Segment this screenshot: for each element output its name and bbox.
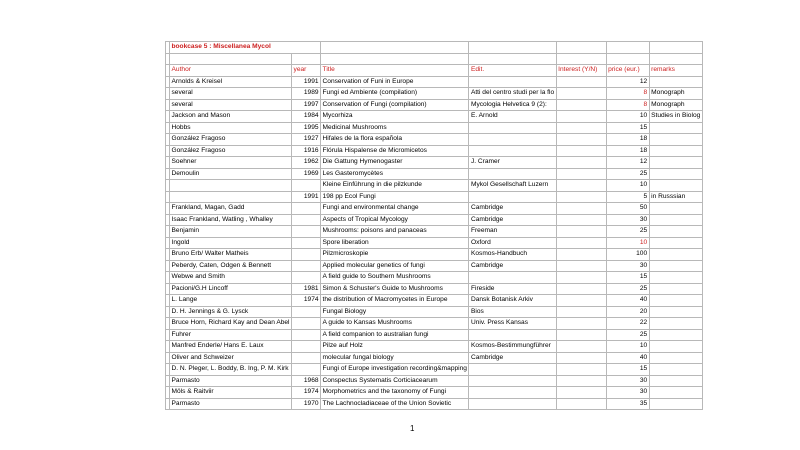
cell-interest[interactable] — [556, 157, 606, 169]
cell-author[interactable]: several — [170, 88, 292, 100]
cell-interest[interactable] — [556, 191, 606, 203]
cell-price[interactable]: 50 — [606, 203, 649, 215]
cell-year[interactable]: 1968 — [292, 375, 321, 387]
cell-year[interactable]: 1974 — [292, 295, 321, 307]
cell-title[interactable]: A guide to Kansas Mushrooms — [321, 318, 469, 330]
cell-price[interactable]: 18 — [606, 134, 649, 146]
table-row — [166, 341, 703, 353]
cell-interest[interactable] — [556, 134, 606, 146]
cell-author[interactable]: Bruce Horn, Richard Kay and Dean Abel — [170, 318, 292, 330]
cell-remarks[interactable]: Monograph — [649, 88, 702, 100]
cell-author[interactable]: Fuhrer — [170, 329, 292, 341]
sheet-title[interactable]: bookcase 5 : Miscellanea Mycol — [170, 42, 321, 54]
cell-title[interactable]: Kleine Einführung in die pilzkunde — [321, 180, 469, 192]
cell-interest[interactable] — [556, 122, 606, 134]
cell-edit[interactable]: Mykol Gesellschaft Luzern — [469, 180, 556, 192]
cell-edit[interactable]: Bios — [469, 306, 556, 318]
cell-price[interactable]: 35 — [606, 398, 649, 410]
cell-year[interactable] — [292, 352, 321, 364]
sheet-body — [166, 42, 703, 410]
cell-price[interactable]: 15 — [606, 122, 649, 134]
cell-remarks[interactable] — [649, 272, 702, 284]
cell-interest[interactable] — [556, 295, 606, 307]
cell-author[interactable] — [170, 180, 292, 192]
cell-interest[interactable] — [556, 260, 606, 272]
cell-remarks[interactable] — [649, 283, 702, 295]
cell-remarks[interactable] — [649, 76, 702, 88]
cell-title[interactable]: Simon & Schuster's Guide to Mushrooms — [321, 283, 469, 295]
cell-edit[interactable] — [469, 375, 556, 387]
table-row — [166, 76, 703, 88]
cell-edit[interactable]: Cambridge — [469, 260, 556, 272]
table-row — [166, 249, 703, 261]
cell-year[interactable]: 1984 — [292, 111, 321, 123]
header-row — [166, 65, 703, 77]
cell-price[interactable]: 8 — [606, 99, 649, 111]
cell-interest[interactable] — [556, 145, 606, 157]
cell-edit[interactable]: Kosmos-Bestimmungführer — [469, 341, 556, 353]
table-row — [166, 168, 703, 180]
cell-remarks[interactable] — [649, 329, 702, 341]
cell-title[interactable]: A field companion to australian fungi — [321, 329, 469, 341]
cell-price[interactable]: 5 — [606, 191, 649, 203]
cell-remarks[interactable] — [649, 306, 702, 318]
cell-edit[interactable] — [469, 134, 556, 146]
cell-title[interactable]: Pilzmicroskopie — [321, 249, 469, 261]
cell-edit[interactable] — [469, 191, 556, 203]
cell-title[interactable]: Fungi of Europe investigation recording&mapping — [321, 364, 469, 376]
cell-author[interactable]: Jackson and Mason — [170, 111, 292, 123]
cell-year[interactable] — [292, 341, 321, 353]
header-title[interactable]: Title — [321, 65, 469, 77]
cell-remarks[interactable]: Monograph — [649, 99, 702, 111]
table-row — [166, 203, 703, 215]
table-row — [166, 295, 703, 307]
cell-price[interactable]: 25 — [606, 283, 649, 295]
cell-remarks[interactable]: Studies in Biolog — [649, 111, 702, 123]
cell-price[interactable]: 10 — [606, 180, 649, 192]
cell-title[interactable]: Spore liberation — [321, 237, 469, 249]
cell-title[interactable]: Conservation of Fungi (compilation) — [321, 99, 469, 111]
cell-author[interactable]: Parmasto — [170, 398, 292, 410]
cell-author[interactable]: Pacioni/G.H Lincoff — [170, 283, 292, 295]
table-row — [166, 226, 703, 238]
cell-year[interactable]: 1962 — [292, 157, 321, 169]
cell-title[interactable]: Mycorhiza — [321, 111, 469, 123]
cell-remarks[interactable] — [649, 214, 702, 226]
header-edit[interactable]: Edit. — [469, 65, 556, 77]
cell-year[interactable]: 1974 — [292, 387, 321, 399]
cell-price[interactable]: 40 — [606, 295, 649, 307]
cell-price[interactable]: 30 — [606, 375, 649, 387]
cell-remarks[interactable] — [649, 260, 702, 272]
cell-price[interactable]: 18 — [606, 145, 649, 157]
bookcase-spreadsheet — [165, 41, 703, 410]
cell-edit[interactable]: Mycologia Helvetica 9 (2): — [469, 99, 556, 111]
cell-author[interactable]: Soehner — [170, 157, 292, 169]
cell-author[interactable]: Peberdy, Caten, Odgen & Bennett — [170, 260, 292, 272]
cell-title[interactable]: Flórula Hispalense de Micromicetos — [321, 145, 469, 157]
table-row — [166, 111, 703, 123]
cell-edit[interactable]: Cambridge — [469, 214, 556, 226]
cell-year[interactable]: 1969 — [292, 168, 321, 180]
cell-title[interactable]: Morphometrics and the taxonomy of Fungi — [321, 387, 469, 399]
cell-remarks[interactable] — [649, 203, 702, 215]
cell-author[interactable]: Demoulin — [170, 168, 292, 180]
cell-interest[interactable] — [556, 214, 606, 226]
cell-year[interactable] — [292, 272, 321, 284]
cell-price[interactable]: 15 — [606, 364, 649, 376]
cell-title[interactable]: Medicinal Mushrooms — [321, 122, 469, 134]
cell-title[interactable]: Die Gattung Hymenogaster — [321, 157, 469, 169]
cell-author[interactable]: Ingold — [170, 237, 292, 249]
cell-title[interactable]: Conspectus Systematis Corticiacearum — [321, 375, 469, 387]
cell-interest[interactable] — [556, 226, 606, 238]
cell-title[interactable]: Mushrooms: poisons and panaceas — [321, 226, 469, 238]
cell-edit[interactable]: J. Cramer — [469, 157, 556, 169]
cell-price[interactable]: 10 — [606, 111, 649, 123]
cell-interest[interactable] — [556, 203, 606, 215]
table-row — [166, 237, 703, 249]
cell-year[interactable]: 1991 — [292, 191, 321, 203]
cell-interest[interactable] — [556, 398, 606, 410]
cell-title[interactable]: A field guide to Southern Mushrooms — [321, 272, 469, 284]
table-row — [166, 122, 703, 134]
table-row — [166, 329, 703, 341]
cell-year[interactable] — [292, 306, 321, 318]
cell-remarks[interactable] — [649, 249, 702, 261]
cell-price[interactable]: 30 — [606, 260, 649, 272]
cell-interest[interactable] — [556, 306, 606, 318]
table-row — [166, 364, 703, 376]
cell-price[interactable]: 30 — [606, 387, 649, 399]
table-row — [166, 375, 703, 387]
cell-title[interactable]: Aspects of Tropical Mycology — [321, 214, 469, 226]
table-row — [166, 99, 703, 111]
table-row — [166, 145, 703, 157]
cell-interest[interactable] — [556, 99, 606, 111]
cell-interest[interactable] — [556, 387, 606, 399]
cell-interest[interactable] — [556, 375, 606, 387]
cell-remarks[interactable] — [649, 145, 702, 157]
cell-remarks[interactable] — [649, 134, 702, 146]
cell-edit[interactable] — [469, 168, 556, 180]
table-row — [166, 180, 703, 192]
cell-title[interactable]: Applied molecular genetics of fungi — [321, 260, 469, 272]
cell-author[interactable]: Hobbs — [170, 122, 292, 134]
cell-year[interactable]: 1991 — [292, 76, 321, 88]
cell-title[interactable]: Conservation of Funi in Europe — [321, 76, 469, 88]
cell-edit[interactable] — [469, 122, 556, 134]
cell-edit[interactable] — [469, 387, 556, 399]
cell-interest[interactable] — [556, 272, 606, 284]
cell-title[interactable]: 198 pp Ecol Fungi — [321, 191, 469, 203]
table-row — [166, 306, 703, 318]
header-year[interactable]: year — [292, 65, 321, 77]
table-row — [166, 88, 703, 100]
cell-year[interactable]: 1997 — [292, 99, 321, 111]
table-row — [166, 260, 703, 272]
cell-title[interactable]: Fungi ed Ambiente (compilation) — [321, 88, 469, 100]
cell-author[interactable]: Parmasto — [170, 375, 292, 387]
empty-row — [166, 53, 703, 65]
cell-year[interactable] — [292, 237, 321, 249]
cell-price[interactable]: 10 — [606, 341, 649, 353]
table-row — [166, 214, 703, 226]
cell-remarks[interactable] — [649, 237, 702, 249]
cell-author[interactable]: Bruno Erb/ Walter Matheis — [170, 249, 292, 261]
cell-year[interactable]: 1970 — [292, 398, 321, 410]
cell-interest[interactable] — [556, 249, 606, 261]
cell-author[interactable]: González Fragoso — [170, 134, 292, 146]
cell-author[interactable]: Webwe and Smith — [170, 272, 292, 284]
cell-title[interactable]: Pilze auf Holz — [321, 341, 469, 353]
cell-remarks[interactable]: in Russsian — [649, 191, 702, 203]
cell-year[interactable]: 1995 — [292, 122, 321, 134]
cell-interest[interactable] — [556, 341, 606, 353]
cell-price[interactable]: 12 — [606, 157, 649, 169]
cell-edit[interactable]: Freeman — [469, 226, 556, 238]
cell-remarks[interactable] — [649, 398, 702, 410]
cell-remarks[interactable] — [649, 364, 702, 376]
cell-title[interactable]: Fungi and environmental change — [321, 203, 469, 215]
cell-edit[interactable] — [469, 364, 556, 376]
cell-author[interactable]: Oliver and Schweizer — [170, 352, 292, 364]
cell-remarks[interactable] — [649, 157, 702, 169]
cell-interest[interactable] — [556, 168, 606, 180]
cell-remarks[interactable] — [649, 387, 702, 399]
cell-author[interactable] — [170, 191, 292, 203]
cell-author[interactable]: Isaac Frankland, Watling , Whalley — [170, 214, 292, 226]
cell-author[interactable]: L. Lange — [170, 295, 292, 307]
cell-interest[interactable] — [556, 88, 606, 100]
cell-edit[interactable]: Fireside — [469, 283, 556, 295]
table-row — [166, 157, 703, 169]
table-row — [166, 191, 703, 203]
cell-price[interactable]: 40 — [606, 352, 649, 364]
cell-price[interactable]: 25 — [606, 168, 649, 180]
cell-author[interactable]: D. N. Pleger, L. Boddy, B. Ing, P. M. Kirk — [170, 364, 292, 376]
cell-year[interactable] — [292, 249, 321, 261]
cell-edit[interactable] — [469, 145, 556, 157]
header-author[interactable]: Author — [170, 65, 292, 77]
cell-remarks[interactable] — [649, 295, 702, 307]
cell-price[interactable]: 25 — [606, 226, 649, 238]
cell-remarks[interactable] — [649, 180, 702, 192]
cell-edit[interactable]: E. Arnold — [469, 111, 556, 123]
cell-price[interactable]: 30 — [606, 214, 649, 226]
cell-title[interactable]: Fungal Biology — [321, 306, 469, 318]
table-row — [166, 272, 703, 284]
cell-price[interactable]: 20 — [606, 306, 649, 318]
cell-edit[interactable] — [469, 329, 556, 341]
cell-edit[interactable] — [469, 398, 556, 410]
cell-author[interactable]: Arnolds & Kreisel — [170, 76, 292, 88]
cell-price[interactable]: 8 — [606, 88, 649, 100]
cell-year[interactable] — [292, 329, 321, 341]
cell-year[interactable] — [292, 260, 321, 272]
cell-edit[interactable]: Cambridge — [469, 203, 556, 215]
cell-author[interactable]: D. H. Jennings & G. Lysck — [170, 306, 292, 318]
cell-interest[interactable] — [556, 180, 606, 192]
cell-author[interactable]: several — [170, 99, 292, 111]
cell-interest[interactable] — [556, 283, 606, 295]
cell-author[interactable]: Möls & Raitviir — [170, 387, 292, 399]
header-price[interactable]: price (eur.) — [606, 65, 649, 77]
cell-year[interactable] — [292, 203, 321, 215]
table-row — [166, 398, 703, 410]
cell-price[interactable]: 10 — [606, 237, 649, 249]
page-number: 1 — [410, 424, 415, 433]
cell-year[interactable] — [292, 214, 321, 226]
cell-edit[interactable]: Oxford — [469, 237, 556, 249]
cell-edit[interactable]: Univ. Press Kansas — [469, 318, 556, 330]
cell-author[interactable]: Manfred Enderle/ Hans E. Laux — [170, 341, 292, 353]
cell-interest[interactable] — [556, 76, 606, 88]
cell-year[interactable] — [292, 364, 321, 376]
cell-interest[interactable] — [556, 352, 606, 364]
cell-remarks[interactable] — [649, 122, 702, 134]
cell-price[interactable]: 15 — [606, 272, 649, 284]
cell-year[interactable]: 1927 — [292, 134, 321, 146]
cell-remarks[interactable] — [649, 168, 702, 180]
table-row — [166, 352, 703, 364]
cell-remarks[interactable] — [649, 341, 702, 353]
cell-year[interactable]: 1989 — [292, 88, 321, 100]
cell-year[interactable]: 1981 — [292, 283, 321, 295]
cell-remarks[interactable] — [649, 375, 702, 387]
cell-remarks[interactable] — [649, 318, 702, 330]
table-row — [166, 387, 703, 399]
cell-edit[interactable]: Cambridge — [469, 352, 556, 364]
cell-title[interactable]: Les Gasteromycètes — [321, 168, 469, 180]
cell-year[interactable]: 1916 — [292, 145, 321, 157]
table-row — [166, 283, 703, 295]
cell-author[interactable]: Frankland, Magan, Gadd — [170, 203, 292, 215]
header-interest[interactable]: Interest (Y/N) — [556, 65, 606, 77]
cell-edit[interactable]: Atti del centro studi per la flo — [469, 88, 556, 100]
cell-edit[interactable] — [469, 76, 556, 88]
cell-remarks[interactable] — [649, 352, 702, 364]
table-row — [166, 134, 703, 146]
cell-year[interactable] — [292, 318, 321, 330]
cell-title[interactable]: The Lachnocladiaceae of the Union Sovietic — [321, 398, 469, 410]
cell-interest[interactable] — [556, 318, 606, 330]
cell-interest[interactable] — [556, 237, 606, 249]
cell-interest[interactable] — [556, 364, 606, 376]
cell-interest[interactable] — [556, 111, 606, 123]
cell-author[interactable]: González Fragoso — [170, 145, 292, 157]
cell-edit[interactable]: Dansk Botanisk Arkiv — [469, 295, 556, 307]
table-row — [166, 318, 703, 330]
cell-remarks[interactable] — [649, 226, 702, 238]
cell-interest[interactable] — [556, 329, 606, 341]
cell-title[interactable]: molecular fungal biology — [321, 352, 469, 364]
cell-edit[interactable]: Kosmos-Handbuch — [469, 249, 556, 261]
cell-year[interactable] — [292, 180, 321, 192]
cell-author[interactable]: Benjamin — [170, 226, 292, 238]
header-remarks[interactable]: remarks — [649, 65, 702, 77]
cell-title[interactable]: Hifales de la flora española — [321, 134, 469, 146]
cell-price[interactable]: 22 — [606, 318, 649, 330]
cell-title[interactable]: the distribution of Macromycetes in Europe — [321, 295, 469, 307]
title-row — [166, 42, 703, 54]
cell-price[interactable]: 100 — [606, 249, 649, 261]
cell-price[interactable]: 25 — [606, 329, 649, 341]
cell-edit[interactable] — [469, 272, 556, 284]
cell-year[interactable] — [292, 226, 321, 238]
cell-price[interactable]: 12 — [606, 76, 649, 88]
